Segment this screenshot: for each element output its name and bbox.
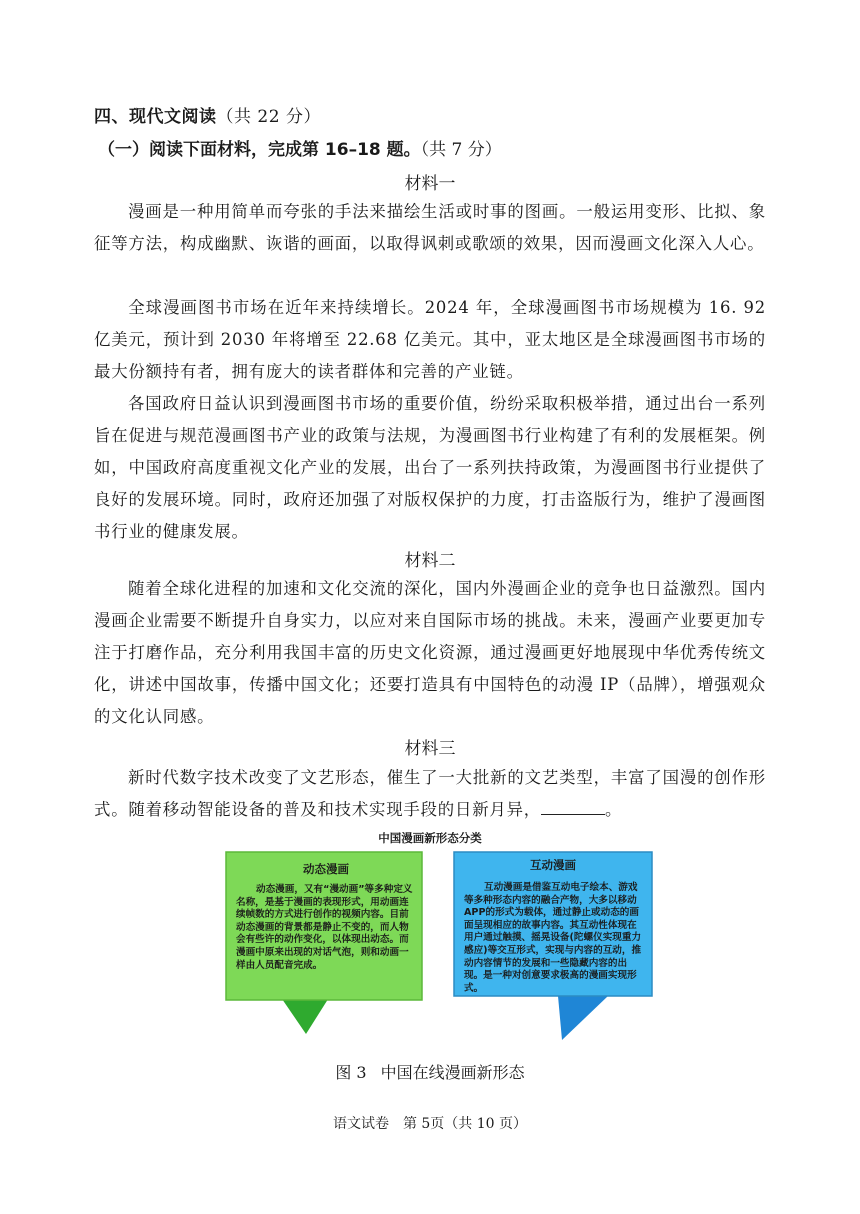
right-box-stem [558,996,608,1040]
material3-p1-text: 新时代数字技术改变了文艺形态，催生了一大批新的文艺类型，丰富了国漫的创作形式。随着移动智能设备的普及和技术实现手段的日新月异， [94,768,766,819]
page-footer: 语文试卷 第 5页（共 10 页） [332,1116,528,1132]
material1-paragraph-2 [94,292,766,388]
figure-title: 中国漫画新形态分类 [378,831,482,845]
material1-paragraph-1 [94,196,766,260]
material1-p1-text: 漫画是一种用简单而夸张的手法来描绘生活或时事的图画。一般运用变形、比拟、象征等方法，构成幽默、诙谐的画面，以取得讽刺或歌颂的效果，因而漫画文化深入人心。 [94,202,766,253]
material1-p3-text: 各国政府日益认识到漫画图书市场的重要价值，纷纷采取积极举措，通过出台一系列旨在促进与规范漫画图书产业的政策与法规，为漫画图书行业构建了有利的发展框架。例如，中国政府高度重视文化产业的发展，出台了一系列扶持政策，为漫画图书行业提供了良好的发展环境。同时，政府还加强了对版权保护的力度，打击盗版行为，维护了漫画图书行业的健康发展。 [94,394,766,541]
material2-paragraph-1 [94,573,766,733]
material3-p1-end: 。 [604,800,623,819]
section-score: （共 22 分） [216,107,321,127]
part-title [98,135,502,160]
material3-paragraph-1 [94,762,766,826]
material1-paragraph-3 [94,388,766,548]
material2-p1-text: 随着全球化进程的加速和文化交流的深化，国内外漫画企业的竞争也日益激烈。国内漫画企业需要不断提升自身实力，以应对来自国际市场的挑战。未来，漫画产业要更加专注于打磨作品，充分利用我国丰富的历史文化资源，通过漫画更好地展现中华优秀传统文化，讲述中国故事，传播中国文化；还要打造具有中国特色的动漫 IP（品牌），增强观众的文化认同感。 [94,579,766,726]
material3-heading: 材料三 [404,739,456,759]
left-box-stem [280,996,330,1034]
left-box-heading: 动态漫画 [303,862,349,876]
section-title [94,102,321,127]
left-box-text: 动态漫画，又有“漫动画”等多种定义名称，是基于漫画的表现形式，用动画连续帧数的方式进行创作的视频内容。目前动态漫画的背景都是静止不变的，而人物会有些许的动作变化，以体现出动态。而漫画中原来出现的对话气泡，则和动画一样由人员配音完成。 [236,884,413,971]
material1-p2-text: 全球漫画图书市场在近年来持续增长。2024 年，全球漫画图书市场规模为 16. 92 亿美元，预计到 2030 年将增至 22.68 亿美元。其中，亚太地区是全球漫画图书市场的最大份额持有者，拥有庞大的读者群体和完善的产业链。 [94,298,766,381]
section-title-text: 四、现代文阅读 [94,107,217,127]
part-title-text: （一）阅读下面材料，完成第 16–18 题。 [98,140,421,160]
right-box-text: 互动漫画是借鉴互动电子绘本、游戏等多种形态内容的融合产物，大多以移动APP的形式为载体，通过静止或动态的画面呈现相应的故事内容。其互动性体现在用户通过触摸、摇晃设备(陀螺仪实现重力感应)等交互形式，实现与内容的互动，推动内容情节的发展和一些隐藏内容的出现。是一种对创意要求极高的漫画实现形式。 [464,882,642,994]
right-box-heading: 互动漫画 [530,858,576,872]
figure-caption [0,1060,860,1083]
material1-heading: 材料一 [404,174,456,194]
figure-caption-text: 中国在线漫画新形态 [380,1063,525,1082]
figure-caption-number: 图 3 [335,1063,367,1082]
part-score: （共 7 分） [420,140,502,160]
material2-heading: 材料二 [404,551,456,571]
fill-in-blank [541,796,605,815]
